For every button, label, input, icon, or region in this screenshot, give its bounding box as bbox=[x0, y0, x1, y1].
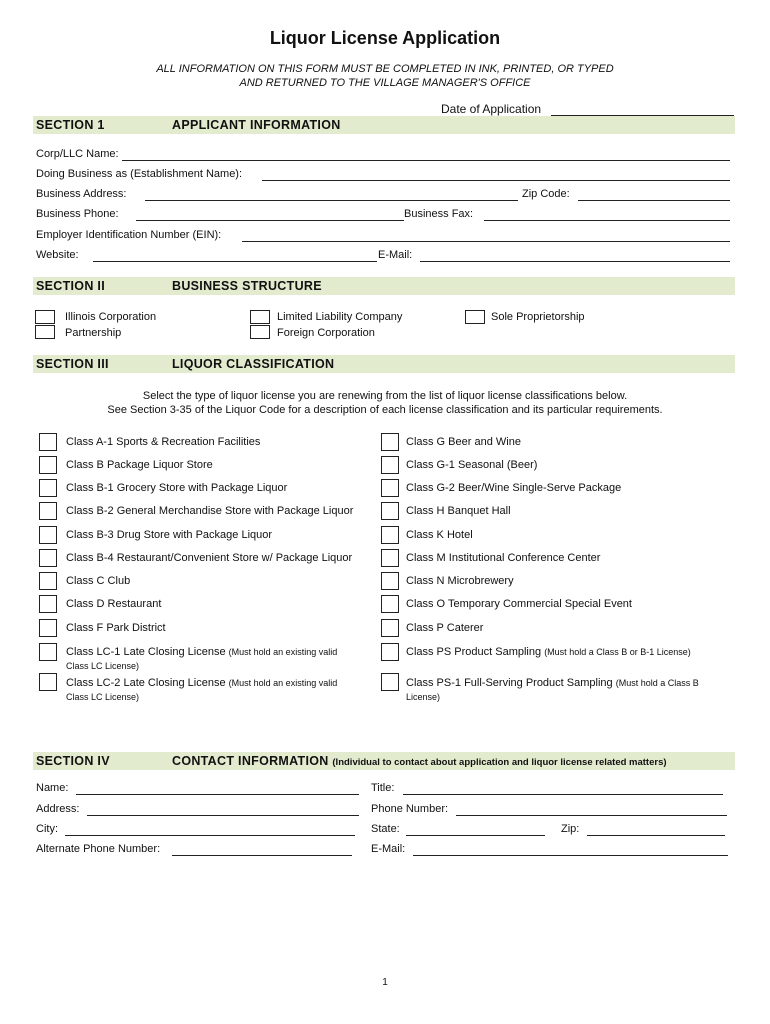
class-c-checkbox[interactable] bbox=[39, 572, 57, 590]
section-3-number: SECTION III bbox=[36, 357, 109, 371]
contact-phone-field[interactable] bbox=[456, 815, 727, 816]
class-ps1-note: (Must hold a Class B bbox=[615, 678, 699, 688]
section-1-number: SECTION 1 bbox=[36, 118, 105, 132]
class-ps-note: (Must hold a Class B or B-1 License) bbox=[544, 647, 691, 657]
section-3-header bbox=[33, 355, 735, 373]
class-lc2-note: (Must hold an existing valid bbox=[228, 678, 338, 688]
section-4-heading-text: CONTACT INFORMATION bbox=[172, 754, 329, 768]
class-f-checkbox[interactable] bbox=[39, 619, 57, 637]
section-3-heading: LIQUOR CLASSIFICATION bbox=[172, 357, 335, 371]
class-ps1-title: Class PS-1 Full-Serving Product Sampling bbox=[406, 677, 613, 689]
class-b2-label: Class B-2 General Merchandise Store with Package Liquor bbox=[66, 505, 354, 517]
class-lc1-checkbox[interactable] bbox=[39, 643, 57, 661]
business-phone-field[interactable] bbox=[136, 220, 404, 221]
contact-city-field[interactable] bbox=[65, 835, 355, 836]
classification-instructions-line-1: Select the type of liquor license you are renewing from the list of liquor license classifications below. bbox=[142, 390, 628, 402]
sole-proprietorship-label: Sole Proprietorship bbox=[491, 311, 585, 323]
class-p-checkbox[interactable] bbox=[381, 619, 399, 637]
contact-address-field[interactable] bbox=[87, 815, 359, 816]
section-2-header bbox=[33, 277, 735, 295]
contact-zip-field[interactable] bbox=[587, 835, 725, 836]
section-2-heading: BUSINESS STRUCTURE bbox=[172, 279, 322, 293]
class-k-checkbox[interactable] bbox=[381, 526, 399, 544]
contact-title-field[interactable] bbox=[403, 794, 723, 795]
page-number: 1 bbox=[382, 977, 388, 988]
contact-address-label: Address: bbox=[36, 803, 80, 815]
llc-checkbox[interactable] bbox=[250, 310, 270, 324]
llc-label: Limited Liability Company bbox=[277, 311, 403, 323]
contact-state-label: State: bbox=[371, 823, 400, 835]
corp-llc-name-field[interactable] bbox=[122, 160, 730, 161]
class-b-checkbox[interactable] bbox=[39, 456, 57, 474]
class-lc1-label bbox=[66, 646, 337, 658]
contact-name-field[interactable] bbox=[76, 794, 359, 795]
class-lc1-note-cont: Class LC License) bbox=[66, 661, 140, 671]
contact-title-label: Title: bbox=[371, 782, 395, 794]
class-g1-label: Class G-1 Seasonal (Beer) bbox=[406, 459, 538, 471]
class-k-label: Class K Hotel bbox=[406, 529, 473, 541]
class-n-label: Class N Microbrewery bbox=[406, 575, 514, 587]
class-b4-label: Class B-4 Restaurant/Convenient Store w/ Package Liquor bbox=[66, 552, 353, 564]
class-b4-checkbox[interactable] bbox=[39, 549, 57, 567]
zip-code-label: Zip Code: bbox=[522, 188, 570, 200]
class-n-checkbox[interactable] bbox=[381, 572, 399, 590]
form-title: Liquor License Application bbox=[269, 28, 501, 48]
contact-email-field[interactable] bbox=[413, 855, 728, 856]
class-b2-checkbox[interactable] bbox=[39, 502, 57, 520]
class-a1-checkbox[interactable] bbox=[39, 433, 57, 451]
illinois-corporation-checkbox[interactable] bbox=[35, 310, 55, 324]
contact-city-label: City: bbox=[36, 823, 58, 835]
notice-line-1: ALL INFORMATION ON THIS FORM MUST BE COMPLETED IN INK, PRINTED, OR TYPED bbox=[156, 63, 614, 75]
business-address-field[interactable] bbox=[145, 200, 518, 201]
email-field[interactable] bbox=[420, 261, 730, 262]
dba-field[interactable] bbox=[262, 180, 730, 181]
class-lc2-note-cont: Class LC License) bbox=[66, 692, 140, 702]
classification-instructions-line-2: See Section 3-35 of the Liquor Code for a description of each license classification and its particular requirements. bbox=[107, 404, 663, 416]
date-of-application-label: Date of Application bbox=[441, 102, 542, 116]
section-2-number: SECTION II bbox=[36, 279, 105, 293]
section-4-header bbox=[33, 752, 735, 770]
class-c-label: Class C Club bbox=[66, 575, 131, 587]
class-b3-label: Class B-3 Drug Store with Package Liquor bbox=[66, 529, 273, 541]
class-d-checkbox[interactable] bbox=[39, 595, 57, 613]
class-lc1-note: (Must hold an existing valid bbox=[228, 647, 338, 657]
class-lc2-title: Class LC-2 Late Closing License bbox=[66, 677, 226, 689]
section-4-heading bbox=[172, 754, 667, 768]
contact-zip-label: Zip: bbox=[561, 823, 580, 835]
class-b1-label: Class B-1 Grocery Store with Package Liquor bbox=[66, 482, 288, 494]
class-g2-checkbox[interactable] bbox=[381, 479, 399, 497]
class-b3-checkbox[interactable] bbox=[39, 526, 57, 544]
business-fax-field[interactable] bbox=[484, 220, 730, 221]
class-m-label: Class M Institutional Conference Center bbox=[406, 552, 601, 564]
business-fax-label: Business Fax: bbox=[404, 208, 474, 220]
partnership-checkbox[interactable] bbox=[35, 325, 55, 339]
illinois-corporation-label: Illinois Corporation bbox=[65, 311, 157, 323]
class-lc1-title: Class LC-1 Late Closing License bbox=[66, 646, 226, 658]
contact-phone-label: Phone Number: bbox=[371, 803, 449, 815]
alternate-phone-label: Alternate Phone Number: bbox=[36, 843, 161, 855]
class-ps1-checkbox[interactable] bbox=[381, 673, 399, 691]
section-4-number: SECTION IV bbox=[36, 754, 110, 768]
notice-line-2: AND RETURNED TO THE VILLAGE MANAGER'S OFFICE bbox=[239, 77, 531, 89]
class-f-label: Class F Park District bbox=[66, 622, 166, 634]
class-b-label: Class B Package Liquor Store bbox=[66, 459, 213, 471]
class-h-checkbox[interactable] bbox=[381, 502, 399, 520]
class-ps-label bbox=[406, 646, 691, 658]
website-field[interactable] bbox=[93, 261, 377, 262]
dba-label: Doing Business as (Establishment Name): bbox=[36, 168, 243, 180]
partnership-label: Partnership bbox=[65, 327, 122, 339]
class-o-checkbox[interactable] bbox=[381, 595, 399, 613]
class-g-label: Class G Beer and Wine bbox=[406, 436, 521, 448]
class-h-label: Class H Banquet Hall bbox=[406, 505, 511, 517]
class-g2-label: Class G-2 Beer/Wine Single-Serve Package bbox=[406, 482, 622, 494]
business-address-label: Business Address: bbox=[36, 188, 127, 200]
class-o-label: Class O Temporary Commercial Special Event bbox=[406, 598, 632, 610]
ein-field[interactable] bbox=[242, 241, 730, 242]
zip-code-field[interactable] bbox=[578, 200, 730, 201]
sole-proprietorship-checkbox[interactable] bbox=[465, 310, 485, 324]
class-ps1-note-cont: License) bbox=[406, 692, 441, 702]
class-lc2-label bbox=[66, 677, 337, 689]
class-ps-title: Class PS Product Sampling bbox=[406, 646, 542, 658]
class-lc2-checkbox[interactable] bbox=[39, 673, 57, 691]
class-p-label: Class P Caterer bbox=[406, 622, 484, 634]
contact-state-field[interactable] bbox=[406, 835, 545, 836]
foreign-corporation-label: Foreign Corporation bbox=[277, 327, 375, 339]
class-d-label: Class D Restaurant bbox=[66, 598, 162, 610]
business-phone-label: Business Phone: bbox=[36, 208, 119, 220]
class-g1-checkbox[interactable] bbox=[381, 456, 399, 474]
class-ps-checkbox[interactable] bbox=[381, 643, 399, 661]
class-m-checkbox[interactable] bbox=[381, 549, 399, 567]
section-1-heading: APPLICANT INFORMATION bbox=[172, 118, 341, 132]
contact-email-label: E-Mail: bbox=[371, 843, 406, 855]
section-1-header bbox=[33, 116, 735, 134]
corp-llc-name-label: Corp/LLC Name: bbox=[36, 148, 119, 160]
class-g-checkbox[interactable] bbox=[381, 433, 399, 451]
class-a1-label: Class A-1 Sports & Recreation Facilities bbox=[66, 436, 261, 448]
email-label: E-Mail: bbox=[378, 249, 413, 261]
section-4-heading-note: (Individual to contact about application and liquor license related matters) bbox=[332, 757, 667, 768]
class-ps1-label bbox=[406, 677, 699, 689]
foreign-corporation-checkbox[interactable] bbox=[250, 325, 270, 339]
website-label: Website: bbox=[36, 249, 79, 261]
class-b1-checkbox[interactable] bbox=[39, 479, 57, 497]
ein-label: Employer Identification Number (EIN): bbox=[36, 229, 222, 241]
alternate-phone-field[interactable] bbox=[172, 855, 352, 856]
contact-name-label: Name: bbox=[36, 782, 69, 794]
